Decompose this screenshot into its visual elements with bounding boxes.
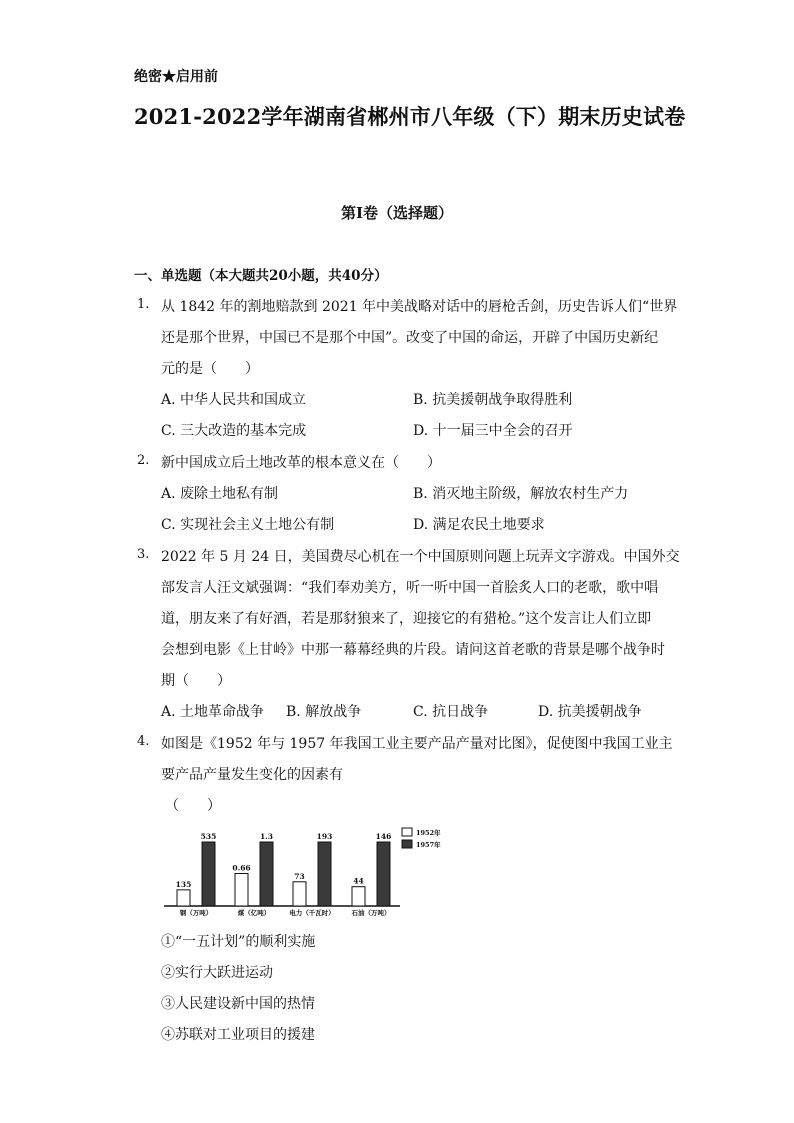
question-3-option-d[interactable]: D. 抗美援朝战争 xyxy=(538,704,642,720)
question-3-line: 期（ ） xyxy=(161,673,231,689)
question-1-option-b[interactable]: B. 抗美援朝战争取得胜利 xyxy=(413,392,573,408)
data-label: 535 xyxy=(200,832,217,841)
statement-4: ④苏联对工业项目的援建 xyxy=(161,1027,315,1043)
question-3-line: 会想到电影《上甘岭》中那一幕幕经典的片段。请问这首老歌的背景是哪个战争时 xyxy=(161,642,665,658)
bar-1952 xyxy=(352,887,365,906)
legend-label: 1957年 xyxy=(416,841,441,849)
question-4-line: 要产品产量发生变化的因素有 xyxy=(161,767,343,783)
question-3-option-a[interactable]: A. 土地革命战争 xyxy=(161,704,265,720)
question-2-number: 2. xyxy=(137,453,150,468)
bar-1957 xyxy=(318,842,331,906)
question-1-line: 元的是（ ） xyxy=(161,361,259,377)
question-4-line: 如图是《1952 年与 1957 年我国工业主要产品产量对比图》，促使图中我国工业主 xyxy=(161,736,673,752)
bar-1952 xyxy=(293,882,306,906)
bar-1957 xyxy=(377,842,390,906)
question-1-option-c[interactable]: C. 三大改造的基本完成 xyxy=(161,423,307,439)
data-label: 73 xyxy=(294,871,305,881)
bar-1952 xyxy=(235,874,248,906)
legend-label: 1952年 xyxy=(416,829,441,837)
question-1-option-a[interactable]: A. 中华人民共和国成立 xyxy=(161,392,307,408)
question-2-option-c[interactable]: C. 实现社会主义土地公有制 xyxy=(161,517,335,533)
question-1-option-d[interactable]: D. 十一届三中全会的召开 xyxy=(413,423,573,439)
statement-3: ③人民建设新中国的热情 xyxy=(161,996,315,1012)
category-label: 钢（万吨） xyxy=(179,909,213,917)
data-label: 146 xyxy=(375,832,392,841)
question-3-line: 道，朋友来了有好酒，若是那豺狼来了，迎接它的有猎枪。”这个发言让人们立即 xyxy=(161,611,652,627)
bar-1952 xyxy=(177,890,190,906)
question-4-line: （ ） xyxy=(165,798,221,814)
question-4-number: 4. xyxy=(137,734,150,749)
question-3-option-c[interactable]: C. 抗日战争 xyxy=(413,704,489,720)
question-3-number: 3. xyxy=(137,547,150,562)
volume-heading: 第I卷（选择题） xyxy=(340,204,454,222)
legend-swatch xyxy=(402,828,412,836)
category-label: 电力（千瓦时） xyxy=(289,909,335,917)
question-2-option-d[interactable]: D. 满足农民土地要求 xyxy=(413,517,545,533)
exam-title: 2021-2022学年湖南省郴州市八年级（下）期末历史试卷 xyxy=(134,104,686,129)
secret-label: 绝密★启用前 xyxy=(134,69,218,85)
data-label: 1.3 xyxy=(259,832,274,841)
question-3-line: 2022 年 5 月 24 日，美国费尽心机在一个中国原则问题上玩弄文字游戏。中国外交 xyxy=(161,549,680,565)
question-1-line: 还是那个世界，中国已不是那个中国”。改变了中国的命运，开辟了中国历史新纪 xyxy=(161,330,659,346)
legend-swatch xyxy=(402,840,412,848)
data-label: 135 xyxy=(175,879,192,889)
statement-1: ①“一五计划”的顺利实施 xyxy=(161,934,316,950)
data-label: 0.66 xyxy=(232,863,251,873)
data-label: 193 xyxy=(316,832,333,841)
question-3-option-b[interactable]: B. 解放战争 xyxy=(286,704,362,720)
statement-2: ②实行大跃进运动 xyxy=(161,965,273,981)
question-2-option-a[interactable]: A. 废除土地私有制 xyxy=(161,486,279,502)
production-comparison-chart xyxy=(160,822,460,922)
question-2-option-b[interactable]: B. 消灭地主阶级，解放农村生产力 xyxy=(413,486,629,502)
category-label: 石油（万吨） xyxy=(351,909,391,917)
section-heading: 一、单选题（本大题共20小题，共40分） xyxy=(134,268,388,284)
bar-1957 xyxy=(260,842,273,906)
bar-1957 xyxy=(202,842,215,906)
question-1-line: 从 1842 年的割地赔款到 2021 年中美战略对话中的唇枪舌剑，历史告诉人们“世界 xyxy=(161,299,678,315)
data-label: 44 xyxy=(353,876,364,886)
category-label: 煤（亿吨） xyxy=(237,909,271,917)
question-1-number: 1. xyxy=(137,297,150,312)
question-3-line: 部发言人汪文斌强调：“我们奉劝美方，听一听中国一首脍炙人口的老歌，歌中唱 xyxy=(161,580,659,596)
question-2-line: 新中国成立后土地改革的根本意义在（ ） xyxy=(161,455,441,471)
